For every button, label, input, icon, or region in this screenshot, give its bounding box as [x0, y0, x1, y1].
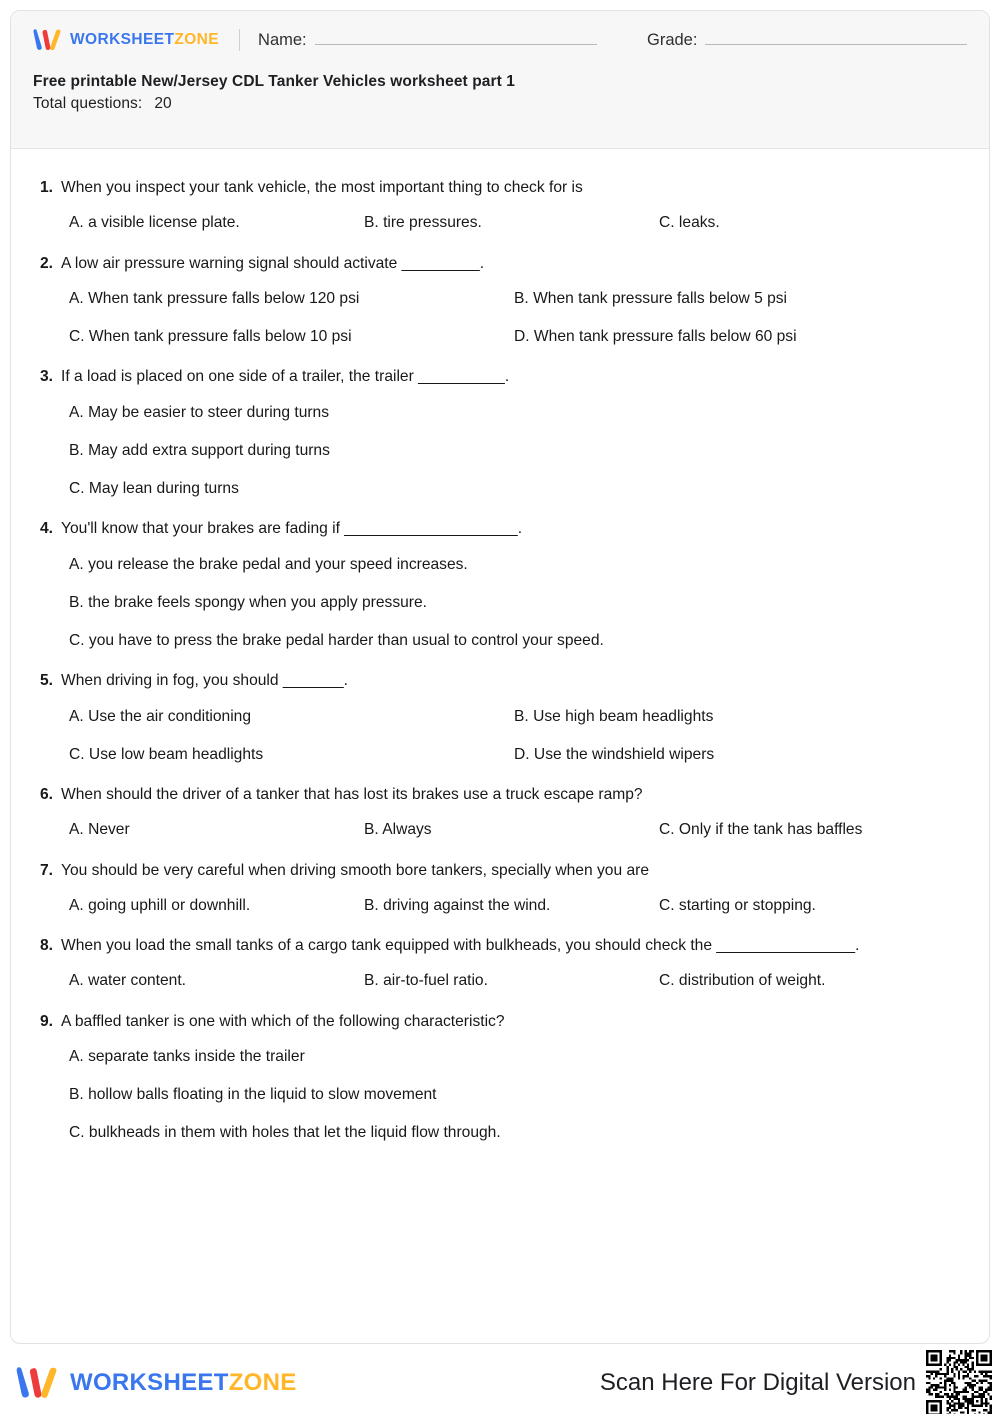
answer-option[interactable]: C. When tank pressure falls below 10 psi — [69, 328, 352, 345]
question-heading — [33, 175, 967, 200]
name-field[interactable] — [258, 31, 597, 50]
scan-instruction-text: Scan Here For Digital Version — [599, 1369, 916, 1396]
footer-scan-group — [600, 1350, 992, 1414]
brand-logo — [33, 28, 219, 52]
answer-options — [33, 394, 967, 509]
brand-wordmark — [70, 32, 219, 48]
worksheetzone-w-logo-icon — [33, 28, 63, 52]
answer-option[interactable]: A. a visible license plate. — [69, 214, 240, 232]
question-heading — [33, 782, 967, 807]
answer-option[interactable]: A. Use the air conditioning — [69, 707, 252, 725]
answer-options — [33, 280, 967, 357]
worksheet-sheet — [10, 10, 990, 1344]
question-number: 5. — [39, 672, 53, 690]
answer-option[interactable]: A. separate tanks inside the trailer — [69, 1047, 305, 1065]
question-text: You'll know that your brakes are fading if ____________________. — [61, 520, 523, 538]
answer-option[interactable]: A. When tank pressure falls below 120 psi — [69, 289, 360, 307]
question-text: When driving in fog, you should _______. — [61, 672, 348, 690]
question-block — [33, 668, 967, 774]
answer-option[interactable]: C. starting or stopping. — [659, 896, 816, 914]
worksheetzone-w-logo-icon — [16, 1365, 60, 1401]
question-block — [33, 364, 967, 508]
question-number: 7. — [39, 861, 53, 879]
total-questions-label: Total questions: — [33, 95, 143, 113]
question-block — [33, 1009, 967, 1153]
grade-field[interactable] — [647, 31, 967, 50]
name-label: Name: — [258, 30, 307, 49]
answer-option[interactable]: B. Use high beam headlights — [514, 707, 714, 725]
answer-option[interactable]: B. hollow balls floating in the liquid to slow movement — [69, 1086, 437, 1103]
answer-option[interactable]: A. water content. — [69, 972, 187, 990]
question-text: When should the driver of a tanker that has lost its brakes use a truck escape ramp? — [61, 786, 643, 803]
question-text: A baffled tanker is one with which of the following characteristic? — [61, 1012, 505, 1030]
question-heading — [33, 858, 967, 883]
question-number: 4. — [39, 520, 53, 538]
header-meta — [11, 57, 989, 116]
header-divider — [239, 29, 240, 51]
answer-option[interactable]: A. going uphill or downhill. — [69, 896, 251, 914]
question-block — [33, 251, 967, 357]
answer-option[interactable]: C. Use low beam headlights — [69, 745, 264, 763]
answer-option[interactable]: C. leaks. — [659, 214, 720, 232]
footer-brand-wordmark — [70, 1371, 297, 1395]
answer-option[interactable]: C. you have to press the brake pedal harder than usual to control your speed. — [69, 632, 604, 649]
question-number: 1. — [39, 179, 53, 196]
total-questions-row — [33, 93, 967, 115]
answer-options — [33, 887, 967, 925]
footer-brand-logo — [16, 1365, 297, 1401]
answer-option[interactable]: D. Use the windshield wipers — [514, 745, 715, 763]
footer-brand-word-zone: ZONE — [228, 1369, 297, 1396]
brand-word-zone: ZONE — [174, 31, 220, 49]
answer-option[interactable]: A. Never — [69, 821, 130, 839]
answer-options — [33, 811, 967, 849]
grade-label: Grade: — [647, 30, 698, 49]
question-text: A low air pressure warning signal should activate _________. — [61, 254, 485, 272]
answer-options — [33, 546, 967, 661]
answer-option[interactable]: C. bulkheads in them with holes that let the liquid flow through. — [69, 1124, 501, 1142]
qr-code-icon[interactable] — [926, 1350, 992, 1414]
answer-options — [33, 698, 967, 775]
answer-option[interactable]: B. driving against the wind. — [364, 896, 551, 914]
answer-option[interactable]: B. May add extra support during turns — [69, 441, 330, 459]
answer-options — [33, 1038, 967, 1153]
question-block — [33, 933, 967, 1001]
question-heading — [33, 1009, 967, 1034]
header-top-row — [11, 11, 989, 57]
answer-option[interactable]: B. Always — [364, 821, 432, 839]
question-number: 2. — [39, 254, 53, 272]
question-text: When you inspect your tank vehicle, the most important thing to check for is — [61, 179, 583, 196]
question-text: You should be very careful when driving smooth bore tankers, specially when you are — [61, 861, 649, 879]
name-input-rule[interactable] — [315, 32, 597, 45]
question-heading — [33, 251, 967, 276]
answer-option[interactable]: D. When tank pressure falls below 60 psi — [514, 328, 797, 345]
question-number: 3. — [39, 368, 53, 386]
brand-word-worksheet: WORKSHEET — [70, 31, 175, 49]
answer-option[interactable]: A. you release the brake pedal and your speed increases. — [69, 555, 468, 573]
question-block — [33, 175, 967, 243]
question-heading — [33, 668, 967, 693]
answer-option[interactable]: B. When tank pressure falls below 5 psi — [514, 289, 788, 307]
answer-option[interactable]: C. distribution of weight. — [659, 972, 826, 990]
question-block — [33, 782, 967, 850]
answer-options — [33, 204, 967, 242]
worksheet-title: Free printable New/Jersey CDL Tanker Vehicles worksheet part 1 — [33, 73, 516, 90]
answer-option[interactable]: C. Only if the tank has baffles — [659, 821, 863, 839]
answer-options — [33, 962, 967, 1000]
questions-list — [11, 149, 989, 1171]
question-heading — [33, 364, 967, 389]
answer-option[interactable]: A. May be easier to steer during turns — [69, 403, 330, 421]
question-heading — [33, 516, 967, 541]
question-number: 9. — [39, 1012, 53, 1030]
question-block — [33, 858, 967, 926]
total-questions-value: 20 — [154, 95, 172, 113]
worksheet-footer — [0, 1352, 1000, 1414]
question-number: 8. — [39, 937, 53, 954]
question-text: When you load the small tanks of a cargo tank equipped with bulkheads, you should check the ________________. — [61, 937, 860, 954]
grade-input-rule[interactable] — [705, 32, 967, 45]
worksheet-header — [11, 11, 989, 149]
question-text: If a load is placed on one side of a trailer, the trailer __________. — [61, 368, 510, 386]
question-heading — [33, 933, 967, 958]
question-block — [33, 516, 967, 660]
question-number: 6. — [39, 786, 53, 803]
footer-brand-word-worksheet: WORKSHEET — [70, 1369, 229, 1396]
answer-option[interactable]: B. the brake feels spongy when you apply pressure. — [69, 593, 428, 611]
answer-option[interactable]: C. May lean during turns — [69, 480, 239, 497]
answer-option[interactable]: B. air-to-fuel ratio. — [364, 972, 488, 990]
answer-option[interactable]: B. tire pressures. — [364, 214, 482, 232]
